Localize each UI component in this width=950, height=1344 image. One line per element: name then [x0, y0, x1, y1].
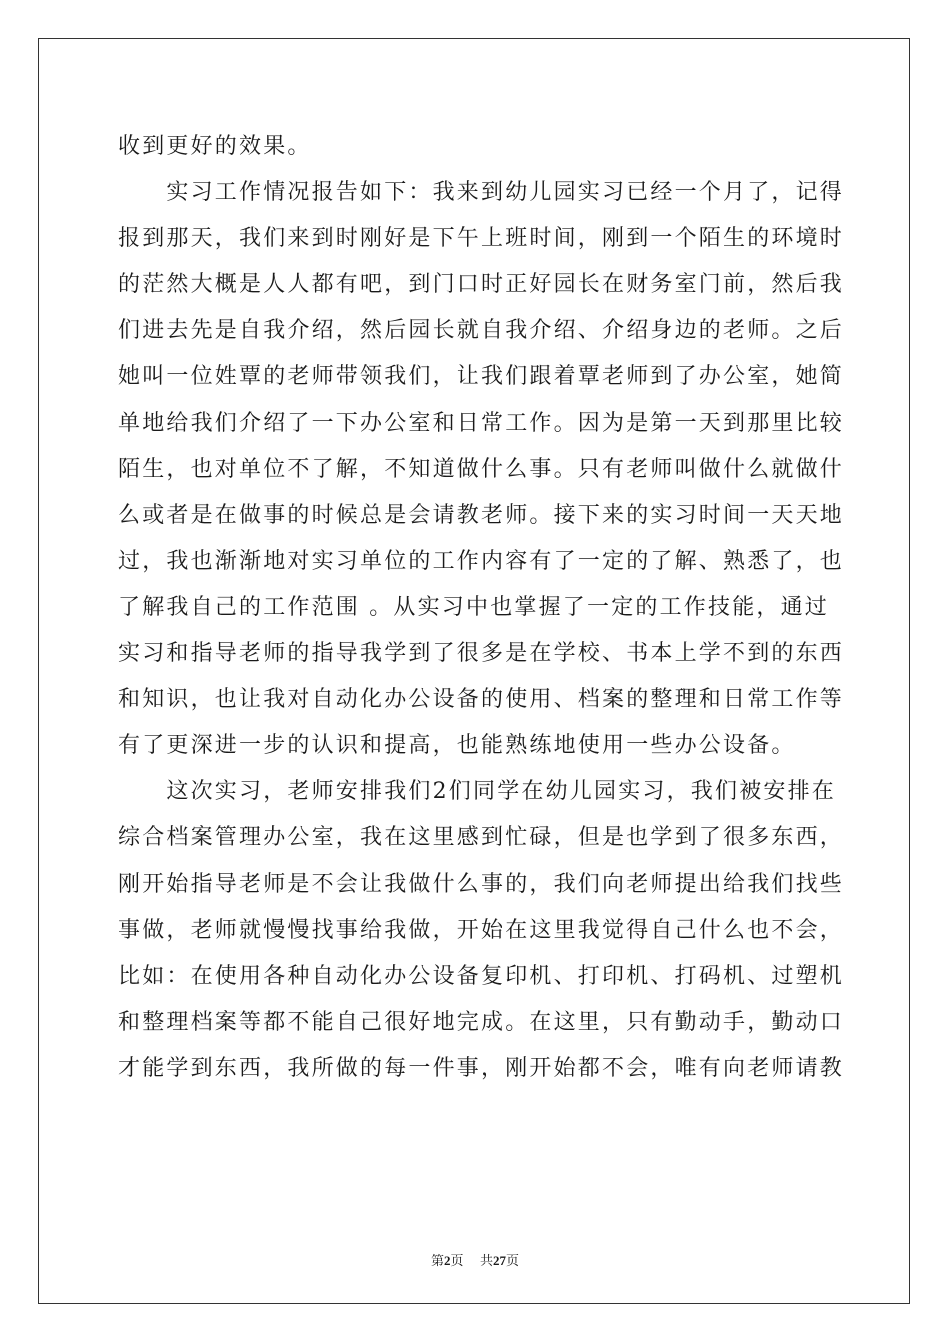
- text-line: 刚开始指导老师是不会让我做什么事的，我们向老师提出给我们找些: [118, 871, 845, 897]
- text-line: 和知识，也让我对自动化办公设备的使用、档案的整理和日常工作等: [118, 687, 845, 713]
- page-footer: [0, 1250, 950, 1269]
- text-line: 这次实习，老师安排我们2们同学在幼儿园实习，我们被安排在: [118, 779, 836, 805]
- total-suffix: 页: [506, 1254, 520, 1269]
- text-line: 陌生，也对单位不了解，不知道做什么事。只有老师叫做什么就做什: [118, 456, 845, 482]
- text-line: 事做，老师就慢慢找事给我做，开始在这里我觉得自己什么也不会，: [118, 917, 845, 943]
- text-line: 才能学到东西，我所做的每一件事，刚开始都不会，唯有向老师请教: [118, 1055, 845, 1081]
- text-line: 单地给我们介绍了一下办公室和日常工作。因为是第一天到那里比较: [118, 410, 845, 436]
- text-line: 实习工作情况报告如下：我来到幼儿园实习已经一个月了，记得: [118, 180, 845, 206]
- text-line: 了解我自己的工作范围 。从实习中也掌握了一定的工作技能，通过: [118, 594, 829, 620]
- text-line: 报到那天，我们来到时刚好是下午上班时间，刚到一个陌生的环境时: [118, 226, 845, 252]
- text-line: 么或者是在做事的时候总是会请教老师。接下来的实习时间一天天地: [118, 502, 845, 528]
- text-line: 比如：在使用各种自动化办公设备复印机、打印机、打码机、过塑机: [118, 963, 845, 989]
- text-line: 综合档案管理办公室，我在这里感到忙碌，但是也学到了很多东西，: [118, 825, 845, 851]
- text-line: 有了更深进一步的认识和提高，也能熟练地使用一些办公设备。: [118, 733, 796, 759]
- text-line: 她叫一位姓覃的老师带领我们，让我们跟着覃老师到了办公室，她简: [118, 364, 845, 390]
- page-number: 2: [443, 1253, 451, 1268]
- text-line: 的茫然大概是人人都有吧，到门口时正好园长在财务室门前，然后我: [118, 272, 845, 298]
- text-line: 和整理档案等都不能自己很好地完成。在这里，只有勤动手，勤动口: [118, 1009, 845, 1035]
- page-suffix: 页: [450, 1254, 464, 1269]
- text-line: 收到更好的效果。: [118, 134, 312, 159]
- page-prefix: 第: [430, 1254, 444, 1269]
- document-body: [118, 124, 845, 1092]
- text-line: 们进去先是自我介绍，然后园长就自我介绍、介绍身边的老师。之后: [118, 318, 845, 344]
- text-line: 实习和指导老师的指导我学到了很多是在学校、书本上学不到的东西: [118, 641, 845, 667]
- text-line: 过，我也渐渐地对实习单位的工作内容有了一定的了解、熟悉了，也: [118, 548, 845, 574]
- total-prefix: 共: [480, 1254, 494, 1269]
- total-pages: 27: [493, 1253, 507, 1268]
